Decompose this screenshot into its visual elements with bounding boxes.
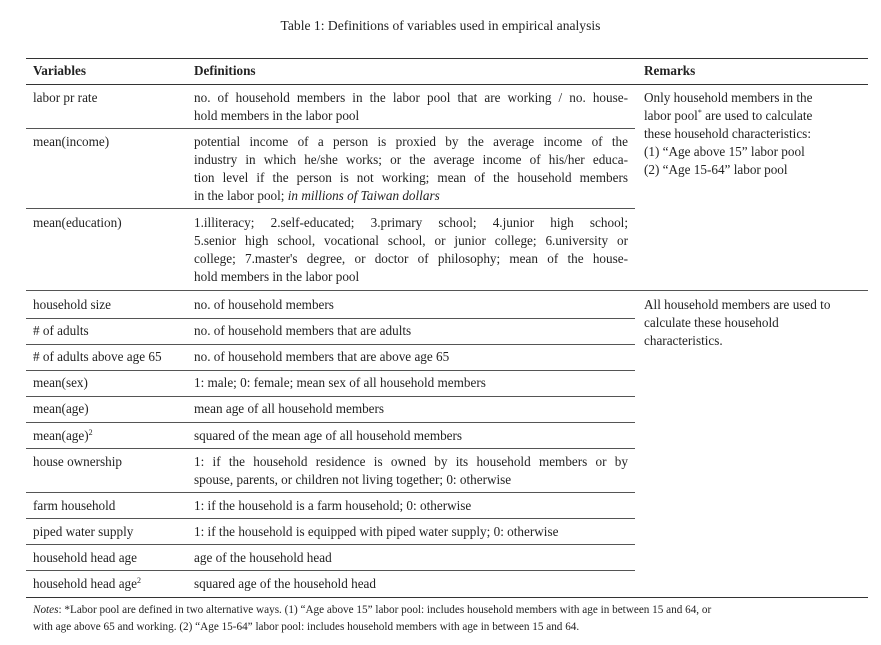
def-mean-age-sq: squared of the mean age of all household members — [194, 428, 463, 443]
row-rule — [26, 208, 635, 209]
header-variables: Variables — [33, 63, 86, 78]
row-rule — [26, 518, 635, 519]
def-line: 5.senior high school, vocational school, or junior college; 6.university or — [194, 233, 628, 248]
def-mean-sex: 1: male; 0: female; mean sex of all household members — [194, 375, 486, 390]
var-text: mean(age) — [33, 428, 89, 443]
def-num-adults: no. of household members that are adults — [194, 323, 412, 338]
var-superscript: 2 — [88, 428, 93, 437]
var-labor-pr-rate: labor pr rate — [33, 90, 98, 105]
remarks-all-members — [644, 296, 830, 350]
var-piped-water: piped water supply — [33, 524, 134, 539]
remarks-labor-pool — [644, 89, 812, 179]
var-household-size: household size — [33, 297, 112, 312]
remark-line: All household members are used to — [644, 297, 831, 312]
def-line: hold members in the labor pool — [194, 108, 360, 123]
row-rule — [26, 448, 635, 449]
var-head-age: household head age — [33, 550, 137, 565]
remark-line: Only household members in the — [644, 90, 813, 105]
def-line: potential income of a person is proxied by the average income of the — [194, 134, 628, 149]
var-mean-age-sq — [33, 427, 93, 445]
table-bottom-rule — [26, 597, 868, 598]
def-line: industry in which he/she works; or the average income of his/her educa- — [194, 152, 628, 167]
row-rule — [26, 570, 635, 571]
table-top-rule — [26, 58, 868, 59]
var-num-adults: # of adults — [33, 323, 89, 338]
table-header-rule — [26, 84, 868, 85]
section-rule — [26, 290, 868, 291]
table-notes — [33, 602, 711, 636]
row-rule — [26, 492, 635, 493]
var-mean-sex: mean(sex) — [33, 375, 88, 390]
remark-line: characteristics. — [644, 333, 723, 348]
remark-line: (1) “Age above 15” labor pool — [644, 144, 805, 159]
row-rule — [26, 544, 635, 545]
row-rule — [26, 128, 635, 129]
remark-footnote-marker: * — [697, 108, 702, 117]
def-mean-age: mean age of all household members — [194, 401, 385, 416]
row-rule — [26, 370, 635, 371]
remark-line — [644, 107, 812, 125]
def-house-ownership — [194, 453, 628, 471]
remark-line: calculate these household — [644, 315, 779, 330]
var-mean-age: mean(age) — [33, 401, 89, 416]
notes-line: with age above 65 and working. (2) “Age 15-64” labor pool: includes household members with age in between 15 and 64. — [33, 621, 580, 633]
var-head-age-sq — [33, 575, 141, 593]
remark-line: (2) “Age 15-64” labor pool — [644, 162, 788, 177]
notes-line — [33, 602, 711, 619]
row-rule — [26, 344, 635, 345]
notes-label: Notes — [33, 604, 59, 616]
def-labor-pr-rate — [194, 89, 628, 107]
row-rule — [26, 422, 635, 423]
var-house-ownership: house ownership — [33, 454, 123, 469]
def-line: spouse, parents, or children not living together; 0: otherwise — [194, 472, 512, 487]
var-superscript: 2 — [137, 576, 141, 585]
def-mean-income — [194, 133, 628, 187]
remark-line: these household characteristics: — [644, 126, 811, 141]
def-line-plain: in the labor pool; — [194, 188, 288, 203]
def-piped-water: 1: if the household is equipped with piped water supply; 0: otherwise — [194, 524, 559, 539]
def-farm-household: 1: if the household is a farm household; 0: otherwise — [194, 498, 472, 513]
def-mean-education — [194, 214, 628, 268]
header-remarks: Remarks — [644, 63, 696, 78]
notes-text: : *Labor pool are defined in two alternative ways. (1) “Age above 15” labor pool: includes household members with age in between 15 and 64, or — [58, 604, 712, 616]
var-num-adults-65: # of adults above age 65 — [33, 349, 162, 364]
var-mean-education: mean(education) — [33, 215, 122, 230]
def-line — [194, 187, 440, 205]
table-caption: Table 1: Definitions of variables used in empirical analysis — [280, 18, 601, 33]
def-line-italic: in millions of Taiwan dollars — [287, 188, 440, 203]
var-mean-income: mean(income) — [33, 134, 110, 149]
var-text: household head age — [33, 576, 137, 591]
header-definitions: Definitions — [194, 63, 256, 78]
var-farm-household: farm household — [33, 498, 116, 513]
def-head-age-sq: squared age of the household head — [194, 576, 376, 591]
def-head-age: age of the household head — [194, 550, 332, 565]
remark-line-post: are used to calculate — [701, 108, 813, 123]
def-line: tion level if the person is not working; mean of the household members — [194, 170, 628, 185]
def-household-size: no. of household members — [194, 297, 334, 312]
def-num-adults-65: no. of household members that are above age 65 — [194, 349, 450, 364]
def-line: hold members in the labor pool — [194, 269, 360, 284]
def-line: no. of household members in the labor pool that are working / no. house- — [194, 90, 628, 105]
def-line: 1.illiteracy; 2.self-educated; 3.primary school; 4.junior high school; — [194, 215, 628, 230]
row-rule — [26, 396, 635, 397]
def-line: 1: if the household residence is owned by its household members or by — [194, 454, 628, 469]
row-rule — [26, 318, 635, 319]
remark-line-pre: labor pool — [644, 108, 698, 123]
def-line: college; 7.master's degree, or doctor of philosophy; mean of the house- — [194, 251, 628, 266]
